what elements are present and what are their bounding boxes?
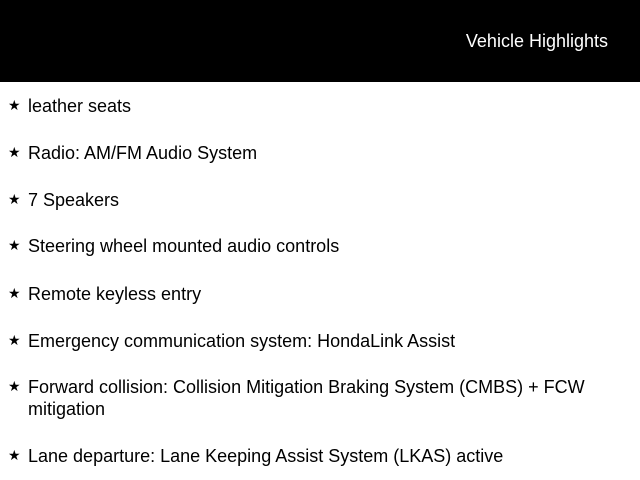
list-item-label: Forward collision: Collision Mitigation Braking System (CMBS) + FCW mitigation (28, 377, 585, 419)
star-icon: ★ (8, 285, 21, 301)
list-item-label: Radio: AM/FM Audio System (28, 143, 258, 163)
page-title: Vehicle Highlights (465, 31, 608, 51)
list-item-label: Steering wheel mounted audio controls (28, 236, 340, 256)
list-item-label: Remote keyless entry (28, 284, 202, 304)
list-item-label: leather seats (28, 96, 132, 116)
star-icon: ★ (8, 97, 21, 113)
star-icon: ★ (8, 332, 21, 348)
star-icon: ★ (8, 447, 21, 463)
star-icon: ★ (8, 144, 21, 160)
star-icon: ★ (8, 191, 21, 207)
list-item-label: 7 Speakers (28, 190, 120, 210)
star-icon: ★ (8, 378, 21, 394)
header-bar (0, 0, 640, 82)
list-item-label: Lane departure: Lane Keeping Assist System (LKAS) active (28, 446, 504, 466)
star-icon: ★ (8, 237, 21, 253)
list-item-label: Emergency communication system: HondaLink Assist (28, 331, 456, 351)
